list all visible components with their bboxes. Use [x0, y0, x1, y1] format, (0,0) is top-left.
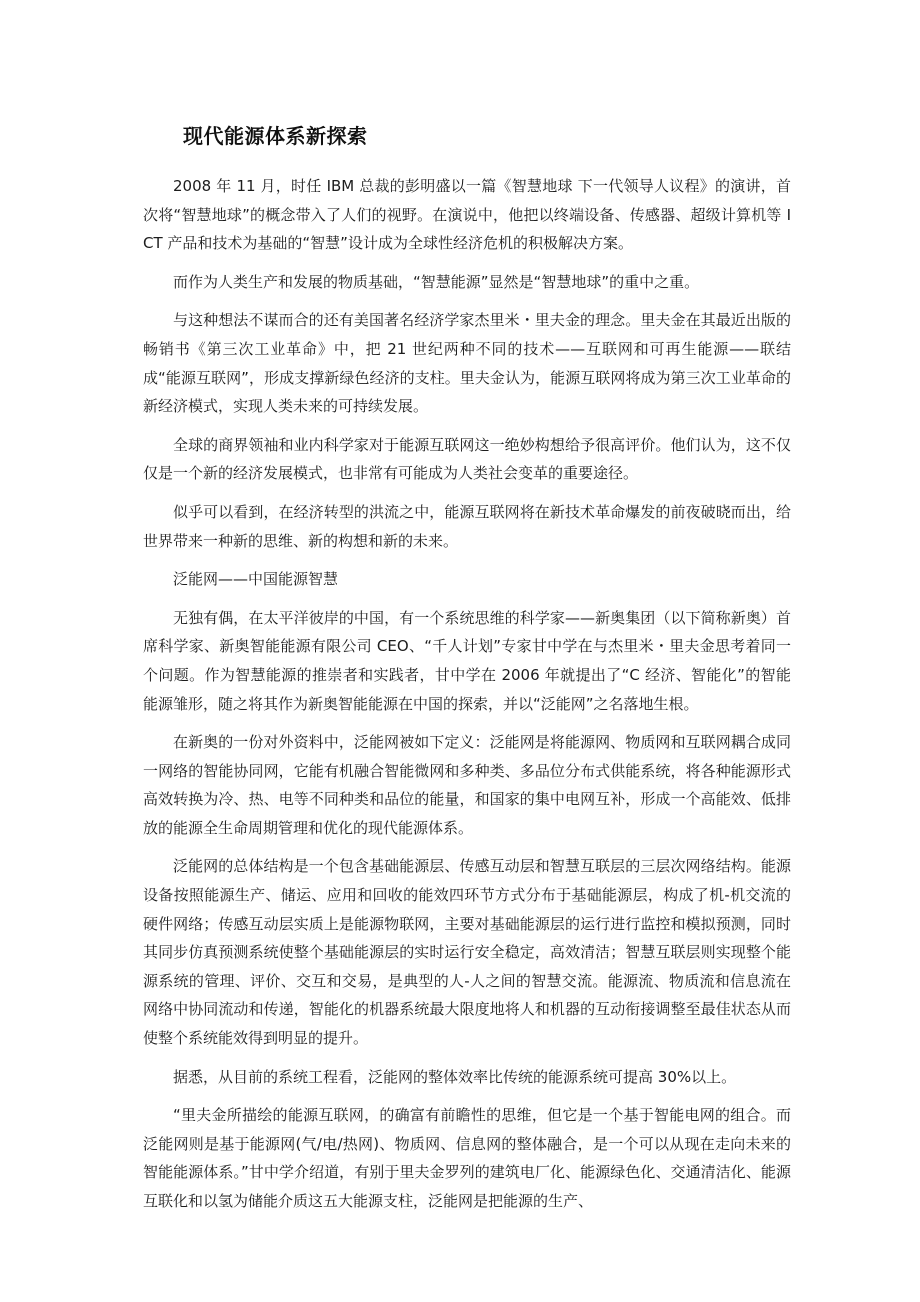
paragraph: 全球的商界领袖和业内科学家对于能源互联网这一绝妙构想给予很高评价。他们认为，这不仅仅是一个新的经济发展模式，也非常有可能成为人类社会变革的重要途径。	[143, 435, 791, 483]
paragraph: “里夫金所描绘的能源互联网，的确富有前瞻性的思维，但它是一个基于智能电网的组合。而泛能网则是基于能源网(气/电/热网)、物质网、信息网的整体融合，是一个可以从现在走向未来的智能能源体系。”甘中学介绍道，有别于里夫金罗列的建筑电厂化、能源绿色化、交通清洁化、能源互联化和以氢为储能介质这五大能源支柱，泛能网是把能源的生产、	[143, 1106, 791, 1210]
document-title: 现代能源体系新探索	[183, 124, 368, 148]
paragraph: 而作为人类生产和发展的物质基础，“智慧能源”显然是“智慧地球”的重中之重。	[173, 272, 700, 291]
document-body	[143, 172, 791, 1226]
paragraph: 在新奥的一份对外资料中，泛能网被如下定义：泛能网是将能源网、物质网和互联网耦合成同一网络的智能协同网，它能有机融合智能微网和多种类、多品位分布式供能系统，将各种能源形式高效转换为冷、热、电等不同种类和品位的能量，和国家的集中电网互补，形成一个高能效、低排放的能源全生命周期管理和优化的现代能源体系。	[143, 733, 791, 837]
paragraph: 似乎可以看到，在经济转型的洪流之中，能源互联网将在新技术革命爆发的前夜破晓而出，给世界带来一种新的思维、新的构想和新的未来。	[143, 502, 791, 550]
section-heading: 泛能网——中国能源智慧	[173, 570, 339, 589]
paragraph: 据悉，从目前的系统工程看，泛能网的整体效率比传统的能源系统可提高 30%以上。	[173, 1067, 737, 1086]
paragraph: 2008 年 11 月，时任 IBM 总裁的彭明盛以一篇《智慧地球 下一代领导人议程》的演讲，首次将“智慧地球”的概念带入了人们的视野。在演说中，他把以终端设备、传感器、超级计算机等 ICT 产品和技术为基础的“智慧”设计成为全球性经济危机的积极解决方案。	[143, 177, 791, 253]
paragraph: 泛能网的总体结构是一个包含基础能源层、传感互动层和智慧互联层的三层次网络结构。能源设备按照能源生产、储运、应用和回收的能效四环节方式分布于基础能源层，构成了机-机交流的硬件网络；传感互动层实质上是能源物联网，主要对基础能源层的运行进行监控和模拟预测，同时其同步仿真预测系统使整个基础能源层的实时运行安全稳定，高效清洁；智慧互联层则实现整个能源系统的管理、评价、交互和交易，是典型的人-人之间的智慧交流。能源流、物质流和信息流在网络中协同流动和传递，智能化的机器系统最大限度地将人和机器的互动衔接调整至最佳状态从而使整个系统能效得到明显的提升。	[143, 857, 791, 1048]
paragraph: 与这种想法不谋而合的还有美国著名经济学家杰里米・里夫金的理念。里夫金在其最近出版的畅销书《第三次工业革命》中，把 21 世纪两种不同的技术——互联网和可再生能源——联结成“能源互联网”，形成支撑新绿色经济的支柱。里夫金认为，能源互联网将成为第三次工业革命的新经济模式，实现人类未来的可持续发展。	[143, 311, 791, 416]
paragraph: 无独有偶，在太平洋彼岸的中国，有一个系统思维的科学家——新奥集团（以下简称新奥）首席科学家、新奥智能能源有限公司 CEO、“千人计划”专家甘中学在与杰里米・里夫金思考着同一个问题。作为智慧能源的推崇者和实践者，甘中学在 2006 年就提出了“C 经济、智能化”的智能能源雏形，随之将其作为新奥智能能源在中国的探索，并以“泛能网”之名落地生根。	[143, 608, 791, 713]
